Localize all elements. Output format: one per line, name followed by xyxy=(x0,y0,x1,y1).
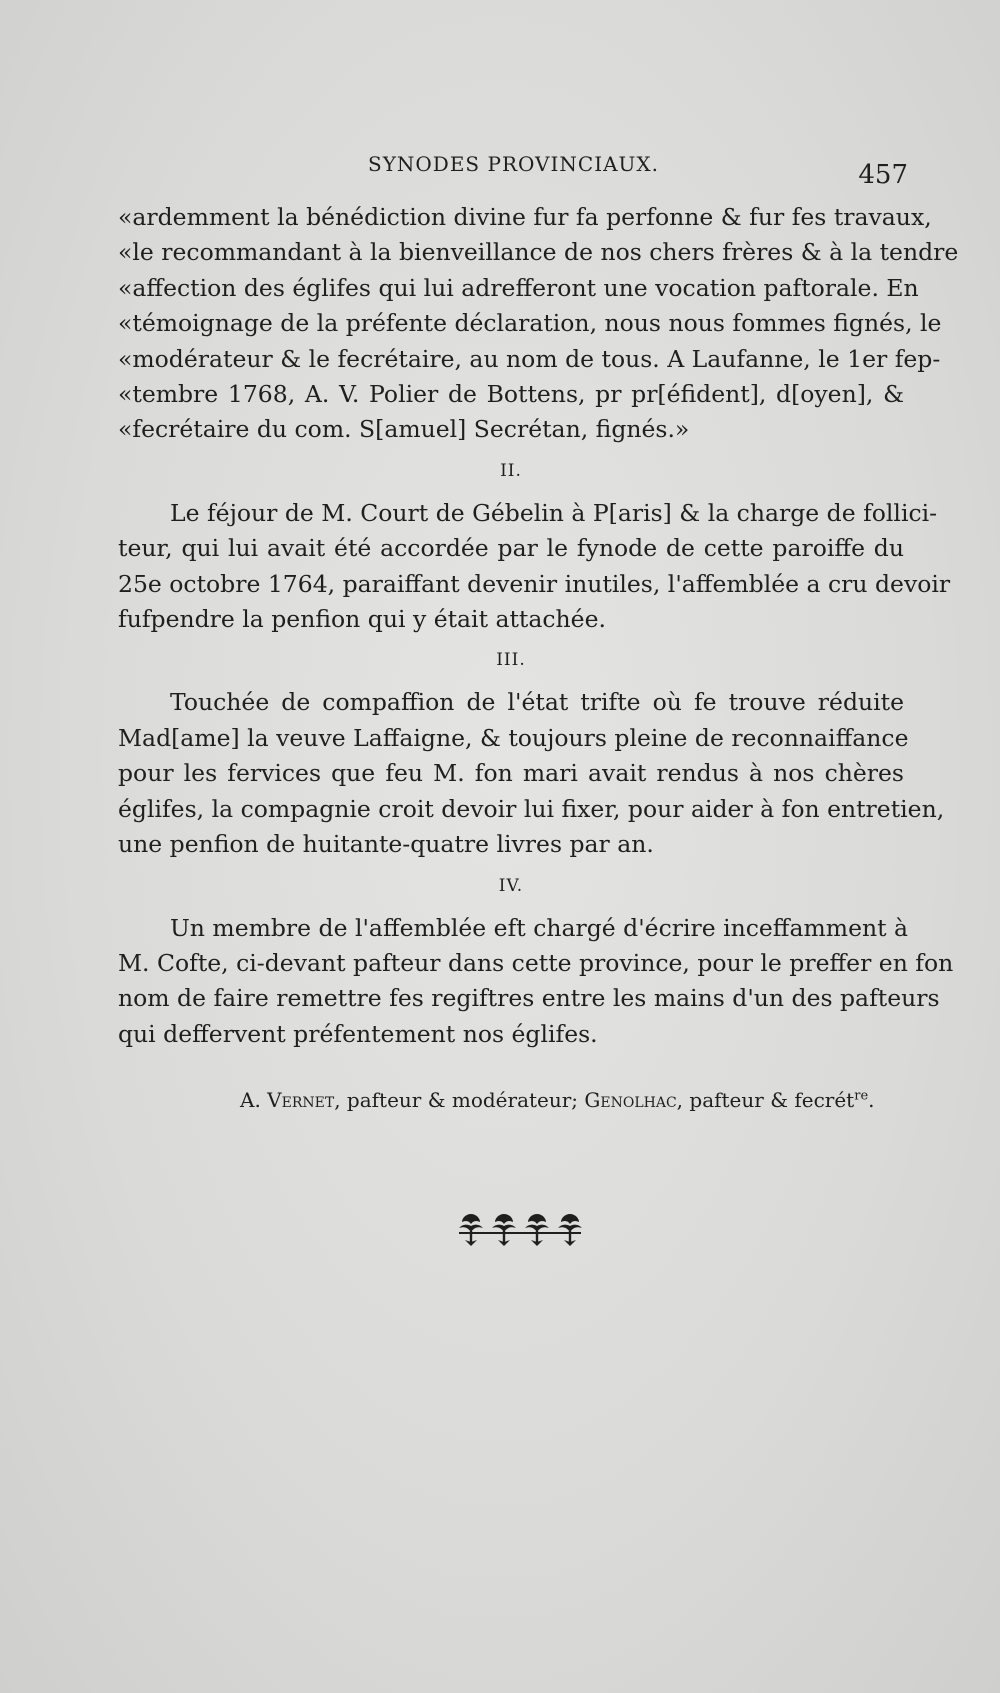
text-line: Le féjour de M. Court de Gébelin à P[aris] & la charge de follici- xyxy=(170,498,938,527)
quote-paragraph xyxy=(118,200,959,448)
section-ii-paragraph xyxy=(118,496,951,638)
text-line: «tembre 1768, A. V. Polier de Bottens, pr pr[éfident], d[oyen], & xyxy=(118,380,904,409)
running-head xyxy=(118,150,908,190)
text-line: églifes, la compagnie croit devoir lui fixer, pour aider à fon entretien, xyxy=(118,794,945,823)
secretary-role: , pafteur & fecrét xyxy=(676,1088,855,1112)
text-line: Mad[ame] la veuve Laffaigne, & toujours pleine de reconnaiffance xyxy=(118,723,909,752)
section-number-iv: IV. xyxy=(498,875,524,896)
text-line: «ardemment la bénédiction divine fur fa perfonne & fur fes travaux, xyxy=(118,203,932,231)
fleuron-ornament-icon xyxy=(455,1210,585,1250)
text-line: «affection des églifes qui lui adrefferont une vocation paftorale. En xyxy=(118,273,919,302)
moderator-initial: A. xyxy=(240,1088,261,1112)
text-line: pour les fervices que feu M. fon mari avait rendus à nos chères xyxy=(118,759,904,788)
text-line: qui deffervent préfentement nos églifes. xyxy=(118,1019,598,1048)
section-number-ii: II. xyxy=(500,460,522,481)
page-number: 457 xyxy=(858,160,908,190)
secretary-name: Genolhac xyxy=(584,1088,677,1112)
text-line: «modérateur & le fecrétaire, au nom de tous. A Laufanne, le 1er fep- xyxy=(118,344,941,373)
section-iv-paragraph xyxy=(118,911,954,1053)
text-line: 25e octobre 1764, paraiffant devenir inutiles, l'affemblée a cru devoir xyxy=(118,569,951,598)
text-line: M. Cofte, ci-devant pafteur dans cette province, pour le preffer en fon xyxy=(118,948,954,977)
secretary-superscript: re xyxy=(854,1088,869,1104)
running-title: SYNODES PROVINCIAUX. xyxy=(368,152,659,176)
text-line: «fecrétaire du com. S[amuel] Secrétan, fignés.» xyxy=(118,415,690,444)
text-line: «le recommandant à la bienveillance de nos chers frères & à la tendre xyxy=(118,238,959,267)
text-line: une penfion de huitante-quatre livres par an. xyxy=(118,830,654,859)
text-line: Un membre de l'affemblée eft chargé d'écrire inceffamment à xyxy=(170,913,909,942)
text-line: nom de faire remettre fes regiftres entre les mains d'un des pafteurs xyxy=(118,984,940,1013)
signature-line xyxy=(240,1088,900,1112)
text-line: «témoignage de la préfente déclaration, nous nous fommes fignés, le xyxy=(118,309,942,338)
text-block xyxy=(118,200,959,1052)
section-number-iii: III. xyxy=(496,650,526,671)
text-line: fufpendre la penfion qui y était attachée. xyxy=(118,605,606,634)
section-iii-paragraph xyxy=(118,685,945,862)
text-line: Touchée de compaffion de l'état trifte où fe trouve réduite xyxy=(170,688,904,717)
text-line: teur, qui lui avait été accordée par le fynode de cette paroiffe du xyxy=(118,534,904,563)
moderator-name: Vernet xyxy=(267,1088,335,1112)
signature-end: . xyxy=(868,1088,875,1112)
moderator-role: , pafteur & modérateur; xyxy=(334,1088,579,1112)
